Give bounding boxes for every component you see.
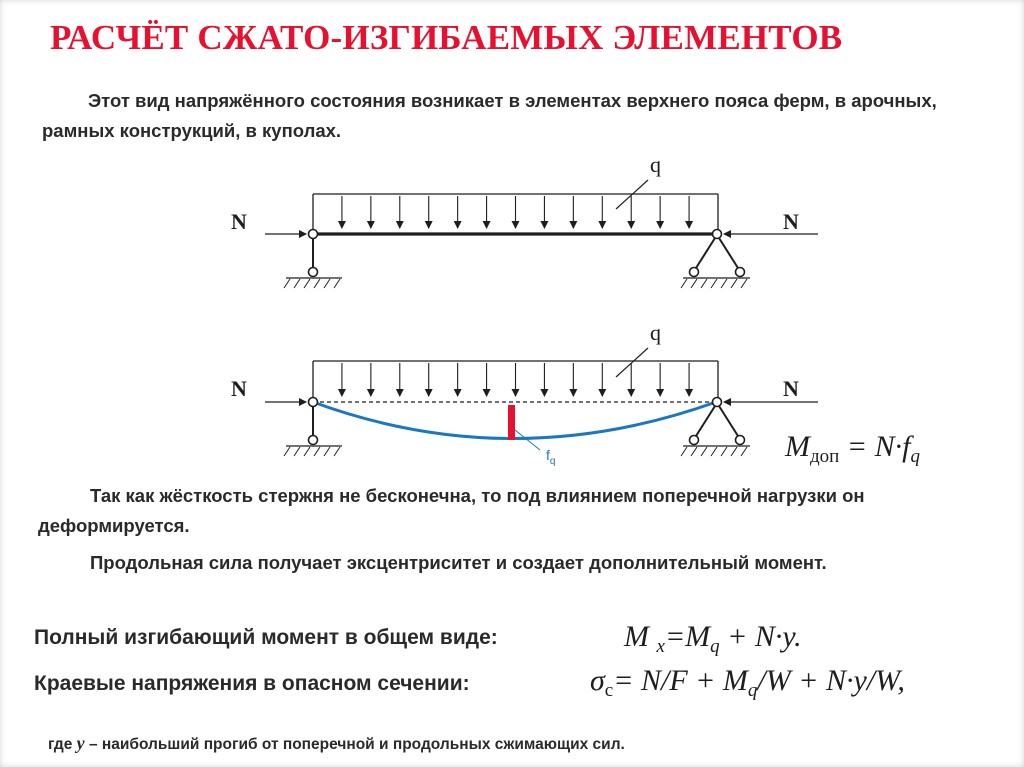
full-moment-label: Полный изгибающий момент в общем виде: (34, 626, 498, 649)
deflection-label: $f_q$ (546, 447, 556, 467)
full-moment-formula: M $_x=M_q + N\cdot y$. (624, 620, 802, 657)
page-title: РАСЧЁТ СЖАТО-ИЗГИБАЕМЫХ ЭЛЕМЕНТОВ (50, 18, 843, 57)
load-label-q: q (650, 320, 661, 345)
stiffness-paragraph: Так как жёсткость стержня не бесконечна, то под влиянием поперечной нагрузки он деформируется. (38, 485, 865, 536)
edge-stress-label: Краевые напряжения в опасном сечении: (34, 672, 470, 695)
edge-stress-formula: $\sigma_c= N/F + M_q/W + N\cdot y/W$, (590, 664, 905, 701)
load-label-q: q (650, 152, 661, 177)
footnote: где y – наибольший прогиб от поперечной и продольных сжимающих сил. (48, 733, 625, 753)
intro-paragraph: Этот вид напряжённого состояния возникает в элементах верхнего пояса ферм, в арочных, рамных конструкций, в куполах. (42, 90, 937, 141)
pin-support-right (681, 230, 750, 289)
distributed-load-arrows (342, 196, 689, 228)
beam-diagram-deformed (231, 320, 818, 467)
axial-force-left-label: N (231, 209, 247, 234)
roller-support-left (284, 398, 342, 457)
additional-moment-formula: $M_{доп} = N\cdot f_q$ (785, 430, 920, 467)
beam-diagram-undeformed (231, 152, 818, 288)
pin-support-right (681, 398, 750, 457)
distributed-load-arrows (342, 363, 689, 396)
deflection-marker (508, 405, 515, 440)
eccentricity-paragraph: Продольная сила получает эксцентриситет и создает дополнительный момент. (90, 552, 827, 573)
axial-force-right-label: N (783, 209, 799, 234)
axial-force-left-label: N (231, 376, 247, 401)
roller-support-left (284, 230, 342, 289)
axial-force-right-label: N (783, 376, 799, 401)
